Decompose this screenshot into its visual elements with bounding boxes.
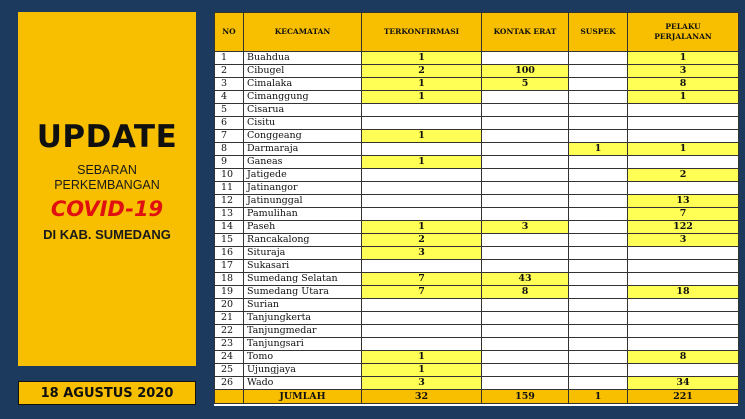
cell-pelaku-perjalanan: 122 bbox=[628, 221, 739, 234]
table-row bbox=[215, 208, 739, 221]
cell-suspek bbox=[569, 104, 628, 117]
cell-kontak-erat bbox=[482, 338, 569, 351]
table-row bbox=[215, 273, 739, 286]
table-row bbox=[215, 364, 739, 377]
table-row bbox=[215, 286, 739, 299]
cell-kecamatan: Ganeas bbox=[244, 156, 362, 169]
cell-terkonfirmasi: 1 bbox=[362, 156, 482, 169]
cell-pelaku-perjalanan: 8 bbox=[628, 351, 739, 364]
cell-pelaku-perjalanan bbox=[628, 364, 739, 377]
cell-no: 6 bbox=[215, 117, 244, 130]
cell-terkonfirmasi bbox=[362, 182, 482, 195]
table-row bbox=[215, 221, 739, 234]
cell-kecamatan: Ujungjaya bbox=[244, 364, 362, 377]
cell-terkonfirmasi bbox=[362, 104, 482, 117]
cell-suspek bbox=[569, 195, 628, 208]
cell-pelaku-perjalanan bbox=[628, 338, 739, 351]
cell-kontak-erat bbox=[482, 91, 569, 104]
cell-kecamatan: Cisitu bbox=[244, 117, 362, 130]
cell-pelaku-perjalanan bbox=[628, 130, 739, 143]
cell-terkonfirmasi bbox=[362, 208, 482, 221]
cell-terkonfirmasi: 3 bbox=[362, 247, 482, 260]
cell-suspek bbox=[569, 377, 628, 390]
cell-suspek bbox=[569, 364, 628, 377]
cell-terkonfirmasi: 7 bbox=[362, 273, 482, 286]
table-row bbox=[215, 182, 739, 195]
cell-terkonfirmasi bbox=[362, 325, 482, 338]
cell-no: 14 bbox=[215, 221, 244, 234]
cell-pelaku-perjalanan bbox=[628, 156, 739, 169]
total-row bbox=[215, 390, 739, 404]
cell-no: 15 bbox=[215, 234, 244, 247]
cell-no: 5 bbox=[215, 104, 244, 117]
cell-kontak-erat bbox=[482, 182, 569, 195]
cell-suspek bbox=[569, 169, 628, 182]
cell-kecamatan: Conggeang bbox=[244, 130, 362, 143]
table-row bbox=[215, 377, 739, 390]
cell-kecamatan: Jatigede bbox=[244, 169, 362, 182]
update-title: UPDATE bbox=[36, 118, 178, 155]
cell-kontak-erat: 100 bbox=[482, 65, 569, 78]
table-row bbox=[215, 299, 739, 312]
cell-kecamatan: Cimanggung bbox=[244, 91, 362, 104]
cell-terkonfirmasi: 1 bbox=[362, 351, 482, 364]
cell-terkonfirmasi: 1 bbox=[362, 364, 482, 377]
cell-kontak-erat bbox=[482, 364, 569, 377]
cell-suspek: 1 bbox=[569, 143, 628, 156]
cell-suspek bbox=[569, 260, 628, 273]
cell-no: 7 bbox=[215, 130, 244, 143]
cell-no: 23 bbox=[215, 338, 244, 351]
cell-pelaku-perjalanan bbox=[628, 247, 739, 260]
cell-kontak-erat bbox=[482, 156, 569, 169]
cell-terkonfirmasi: 7 bbox=[362, 286, 482, 299]
cell-terkonfirmasi: 2 bbox=[362, 234, 482, 247]
cell-terkonfirmasi bbox=[362, 169, 482, 182]
cell-terkonfirmasi: 1 bbox=[362, 91, 482, 104]
cell-pelaku-perjalanan: 1 bbox=[628, 143, 739, 156]
cell-kecamatan: Tomo bbox=[244, 351, 362, 364]
table-row bbox=[215, 247, 739, 260]
cell-no: 12 bbox=[215, 195, 244, 208]
cell-kecamatan: Cisarua bbox=[244, 104, 362, 117]
table-row bbox=[215, 91, 739, 104]
header-pelaku-perjalanan bbox=[628, 13, 739, 52]
cell-kontak-erat bbox=[482, 377, 569, 390]
cell-terkonfirmasi bbox=[362, 338, 482, 351]
cell-kontak-erat bbox=[482, 117, 569, 130]
subtitle-line-1: SEBARAN bbox=[77, 162, 137, 177]
cell-terkonfirmasi: 1 bbox=[362, 130, 482, 143]
cell-pelaku-perjalanan: 2 bbox=[628, 169, 739, 182]
cell-no: 18 bbox=[215, 273, 244, 286]
cell-suspek bbox=[569, 325, 628, 338]
cell-kecamatan: Wado bbox=[244, 377, 362, 390]
cell-kontak-erat: 3 bbox=[482, 221, 569, 234]
cell-pelaku-perjalanan: 7 bbox=[628, 208, 739, 221]
cell-kecamatan: Tanjungkerta bbox=[244, 312, 362, 325]
cell-kecamatan: Cimalaka bbox=[244, 78, 362, 91]
table-row bbox=[215, 143, 739, 156]
header-pelaku-line1: PELAKU bbox=[665, 22, 701, 31]
total-label: JUMLAH bbox=[244, 390, 362, 404]
summary-panel bbox=[18, 12, 196, 366]
cell-suspek bbox=[569, 351, 628, 364]
cell-kecamatan: Jatinunggal bbox=[244, 195, 362, 208]
cell-kecamatan: Sumedang Utara bbox=[244, 286, 362, 299]
date-badge: 18 AGUSTUS 2020 bbox=[18, 381, 196, 405]
cell-kecamatan: Situraja bbox=[244, 247, 362, 260]
cell-kecamatan: Sukasari bbox=[244, 260, 362, 273]
cell-kecamatan: Rancakalong bbox=[244, 234, 362, 247]
cell-suspek bbox=[569, 65, 628, 78]
cell-no: 3 bbox=[215, 78, 244, 91]
cell-kecamatan: Tanjungmedar bbox=[244, 325, 362, 338]
cell-kontak-erat bbox=[482, 260, 569, 273]
cell-pelaku-perjalanan: 34 bbox=[628, 377, 739, 390]
cell-suspek bbox=[569, 221, 628, 234]
cell-kecamatan: Surian bbox=[244, 299, 362, 312]
table-row bbox=[215, 65, 739, 78]
cell-pelaku-perjalanan: 8 bbox=[628, 78, 739, 91]
table-row bbox=[215, 260, 739, 273]
cell-kontak-erat bbox=[482, 104, 569, 117]
cell-kontak-erat bbox=[482, 312, 569, 325]
cell-suspek bbox=[569, 156, 628, 169]
cell-terkonfirmasi bbox=[362, 195, 482, 208]
cell-pelaku-perjalanan bbox=[628, 260, 739, 273]
cell-suspek bbox=[569, 117, 628, 130]
cell-suspek bbox=[569, 338, 628, 351]
data-table-container bbox=[214, 12, 738, 406]
header-kontak-erat: KONTAK ERAT bbox=[482, 13, 569, 52]
cell-suspek bbox=[569, 182, 628, 195]
cell-kecamatan: Sumedang Selatan bbox=[244, 273, 362, 286]
header-pelaku-line2: PERJALANAN bbox=[654, 32, 712, 41]
cell-kontak-erat bbox=[482, 143, 569, 156]
cell-no: 9 bbox=[215, 156, 244, 169]
table-row bbox=[215, 351, 739, 364]
cell-kontak-erat bbox=[482, 130, 569, 143]
covid-data-table bbox=[214, 12, 739, 404]
cell-no: 4 bbox=[215, 91, 244, 104]
cell-pelaku-perjalanan bbox=[628, 117, 739, 130]
cell-no: 19 bbox=[215, 286, 244, 299]
region-label: DI KAB. SUMEDANG bbox=[43, 226, 171, 242]
cell-suspek bbox=[569, 208, 628, 221]
cell-suspek bbox=[569, 78, 628, 91]
cell-pelaku-perjalanan bbox=[628, 104, 739, 117]
header-kecamatan: KECAMATAN bbox=[244, 13, 362, 52]
total-kontak-erat: 159 bbox=[482, 390, 569, 404]
cell-pelaku-perjalanan bbox=[628, 273, 739, 286]
cell-terkonfirmasi bbox=[362, 117, 482, 130]
table-row bbox=[215, 117, 739, 130]
cell-no: 16 bbox=[215, 247, 244, 260]
cell-no: 10 bbox=[215, 169, 244, 182]
cell-pelaku-perjalanan bbox=[628, 182, 739, 195]
cell-terkonfirmasi: 3 bbox=[362, 377, 482, 390]
table-row bbox=[215, 156, 739, 169]
cell-kecamatan: Jatinangor bbox=[244, 182, 362, 195]
cell-kontak-erat bbox=[482, 234, 569, 247]
total-terkonfirmasi: 32 bbox=[362, 390, 482, 404]
cell-suspek bbox=[569, 273, 628, 286]
cell-terkonfirmasi: 1 bbox=[362, 221, 482, 234]
header-suspek: SUSPEK bbox=[569, 13, 628, 52]
cell-kontak-erat: 5 bbox=[482, 78, 569, 91]
covid-label: COVID-19 bbox=[50, 196, 164, 221]
cell-no: 20 bbox=[215, 299, 244, 312]
cell-pelaku-perjalanan: 1 bbox=[628, 91, 739, 104]
cell-no: 13 bbox=[215, 208, 244, 221]
cell-suspek bbox=[569, 52, 628, 65]
total-pelaku-perjalanan: 221 bbox=[628, 390, 739, 404]
table-row bbox=[215, 312, 739, 325]
total-cell-no bbox=[215, 390, 244, 404]
cell-kecamatan: Buahdua bbox=[244, 52, 362, 65]
cell-kecamatan: Cibugel bbox=[244, 65, 362, 78]
subtitle-line-2: PERKEMBANGAN bbox=[54, 177, 160, 192]
cell-no: 8 bbox=[215, 143, 244, 156]
cell-pelaku-perjalanan: 3 bbox=[628, 234, 739, 247]
cell-suspek bbox=[569, 130, 628, 143]
table-row bbox=[215, 195, 739, 208]
cell-suspek bbox=[569, 247, 628, 260]
cell-kontak-erat bbox=[482, 52, 569, 65]
total-suspek: 1 bbox=[569, 390, 628, 404]
table-row bbox=[215, 104, 739, 117]
cell-suspek bbox=[569, 312, 628, 325]
cell-kecamatan: Tanjungsari bbox=[244, 338, 362, 351]
cell-pelaku-perjalanan bbox=[628, 299, 739, 312]
table-row bbox=[215, 78, 739, 91]
cell-kecamatan: Darmaraja bbox=[244, 143, 362, 156]
cell-suspek bbox=[569, 299, 628, 312]
cell-kontak-erat bbox=[482, 208, 569, 221]
cell-no: 24 bbox=[215, 351, 244, 364]
cell-kecamatan: Paseh bbox=[244, 221, 362, 234]
cell-terkonfirmasi: 2 bbox=[362, 65, 482, 78]
cell-kontak-erat: 8 bbox=[482, 286, 569, 299]
cell-terkonfirmasi bbox=[362, 312, 482, 325]
cell-suspek bbox=[569, 286, 628, 299]
cell-no: 17 bbox=[215, 260, 244, 273]
cell-kontak-erat bbox=[482, 351, 569, 364]
table-row bbox=[215, 130, 739, 143]
cell-suspek bbox=[569, 234, 628, 247]
cell-kontak-erat bbox=[482, 325, 569, 338]
cell-terkonfirmasi bbox=[362, 260, 482, 273]
table-row bbox=[215, 338, 739, 351]
cell-no: 21 bbox=[215, 312, 244, 325]
cell-terkonfirmasi: 1 bbox=[362, 78, 482, 91]
cell-terkonfirmasi bbox=[362, 299, 482, 312]
cell-no: 26 bbox=[215, 377, 244, 390]
cell-kontak-erat bbox=[482, 169, 569, 182]
cell-kontak-erat bbox=[482, 195, 569, 208]
cell-terkonfirmasi: 1 bbox=[362, 52, 482, 65]
header-terkonfirmasi: TERKONFIRMASI bbox=[362, 13, 482, 52]
cell-kontak-erat: 43 bbox=[482, 273, 569, 286]
header-no: NO bbox=[215, 13, 244, 52]
table-row bbox=[215, 169, 739, 182]
cell-pelaku-perjalanan bbox=[628, 325, 739, 338]
cell-pelaku-perjalanan: 18 bbox=[628, 286, 739, 299]
cell-suspek bbox=[569, 91, 628, 104]
table-row bbox=[215, 325, 739, 338]
cell-no: 25 bbox=[215, 364, 244, 377]
table-row bbox=[215, 234, 739, 247]
cell-pelaku-perjalanan: 13 bbox=[628, 195, 739, 208]
cell-terkonfirmasi bbox=[362, 143, 482, 156]
cell-kontak-erat bbox=[482, 247, 569, 260]
cell-pelaku-perjalanan bbox=[628, 312, 739, 325]
cell-no: 2 bbox=[215, 65, 244, 78]
cell-no: 1 bbox=[215, 52, 244, 65]
cell-pelaku-perjalanan: 3 bbox=[628, 65, 739, 78]
cell-no: 22 bbox=[215, 325, 244, 338]
cell-kontak-erat bbox=[482, 299, 569, 312]
table-header-row bbox=[215, 13, 739, 52]
cell-kecamatan: Pamulihan bbox=[244, 208, 362, 221]
cell-no: 11 bbox=[215, 182, 244, 195]
cell-pelaku-perjalanan: 1 bbox=[628, 52, 739, 65]
table-row bbox=[215, 52, 739, 65]
